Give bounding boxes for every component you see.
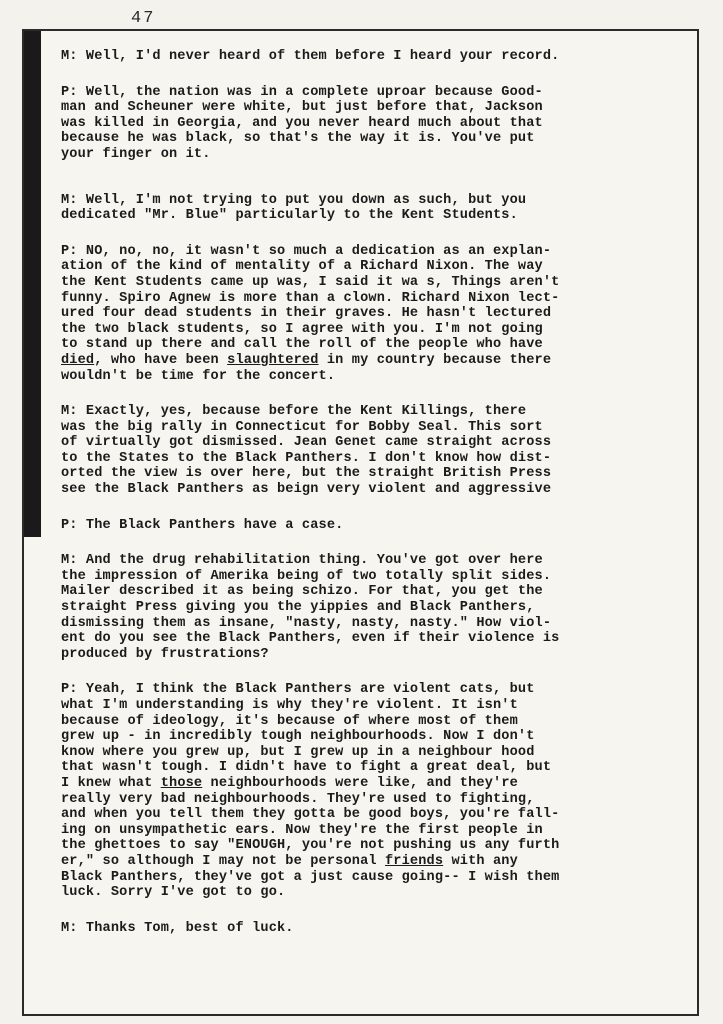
paragraph-5: M: Exactly, yes, because before the Kent Killings, there was the big rally in Connecticut for Bobby Seal. This sort of virtually got dismissed. Jean Genet came straight across to the States to the Black Panthers. I don't know how dist- orted the view is over here, but the straight British Press see the Black Panthers as beign very violent and aggressive xyxy=(61,404,552,498)
typed-page-frame xyxy=(22,29,699,1016)
paragraph-8: P: Yeah, I think the Black Panthers are violent cats, but what I'm understanding is why they're violent. It isn't because of ideology, it's because of where most of them grew up - in incredibly tough neighbourhoods. Now I don't know where you grew up, but I grew up in a neighbour hood that wasn't tough. I didn't have to fight a great deal, but I knew what those neighbourhoods were like, and they're really very bad neighbourhoods. They're used to fighting, and when you tell them they gotta be good boys, you're fall- ing on unsympathetic ears. Now they're the first people in the ghettoes to say "ENOUGH, you're not pushing us any furth er," so although I may not be personal friends with any Black Panthers, they've got a just cause going-- I wish them luck. Sorry I've got to go. xyxy=(61,682,560,901)
paragraph-2: P: Well, the nation was in a complete uproar because Good- man and Scheuner were white, but just before that, Jackson was killed in Georgia, and you never heard much about that because he was black, so that's the way it is. You've put your finger on it. xyxy=(61,84,543,162)
underlined-word-died: died xyxy=(61,352,95,368)
paragraph-1: M: Well, I'd never heard of them before I heard your record. xyxy=(61,49,560,64)
margin-bar xyxy=(24,31,41,537)
underlined-word-those: those xyxy=(160,775,203,791)
paragraph-6: P: The Black Panthers have a case. xyxy=(61,517,344,533)
paragraph-3: M: Well, I'm not trying to put you down as such, but you dedicated "Mr. Blue" particularly to the Kent Students. xyxy=(61,192,527,224)
interview-transcript xyxy=(61,49,693,953)
page-number: 47 xyxy=(131,9,156,28)
paragraph-4: P: NO, no, no, it wasn't so much a dedication as an explan- ation of the kind of mentality of a Richard Nixon. The way the Kent Students came up was, I said it wa s, Things aren't funny. Spiro Agnew is more than a clown. Richard Nixon lect- ured four dead students in their graves. He hasn't lectured the two black students, so I agree with you. I'm not going to stand up there and call the roll of the people who have died, who have been slaughtered in my country because there wouldn't be time for the concert. xyxy=(61,243,560,384)
paragraph-9: M: Thanks Tom, best of luck. xyxy=(61,920,294,936)
underlined-word-friends: friends xyxy=(385,853,444,869)
paragraph-7: M: And the drug rehabilitation thing. You've got over here the impression of Amerika being of two totally split sides. Mailer described it as being schizo. For that, you get the straight Press giving you the yippies and Black Panthers, dismissing them as insane, "nasty, nasty, nasty." How viol- ent do you see the Black Panthers, even if their violence is produced by frustrations? xyxy=(61,553,560,662)
underlined-word-slaughtered: slaughtered xyxy=(227,352,319,368)
